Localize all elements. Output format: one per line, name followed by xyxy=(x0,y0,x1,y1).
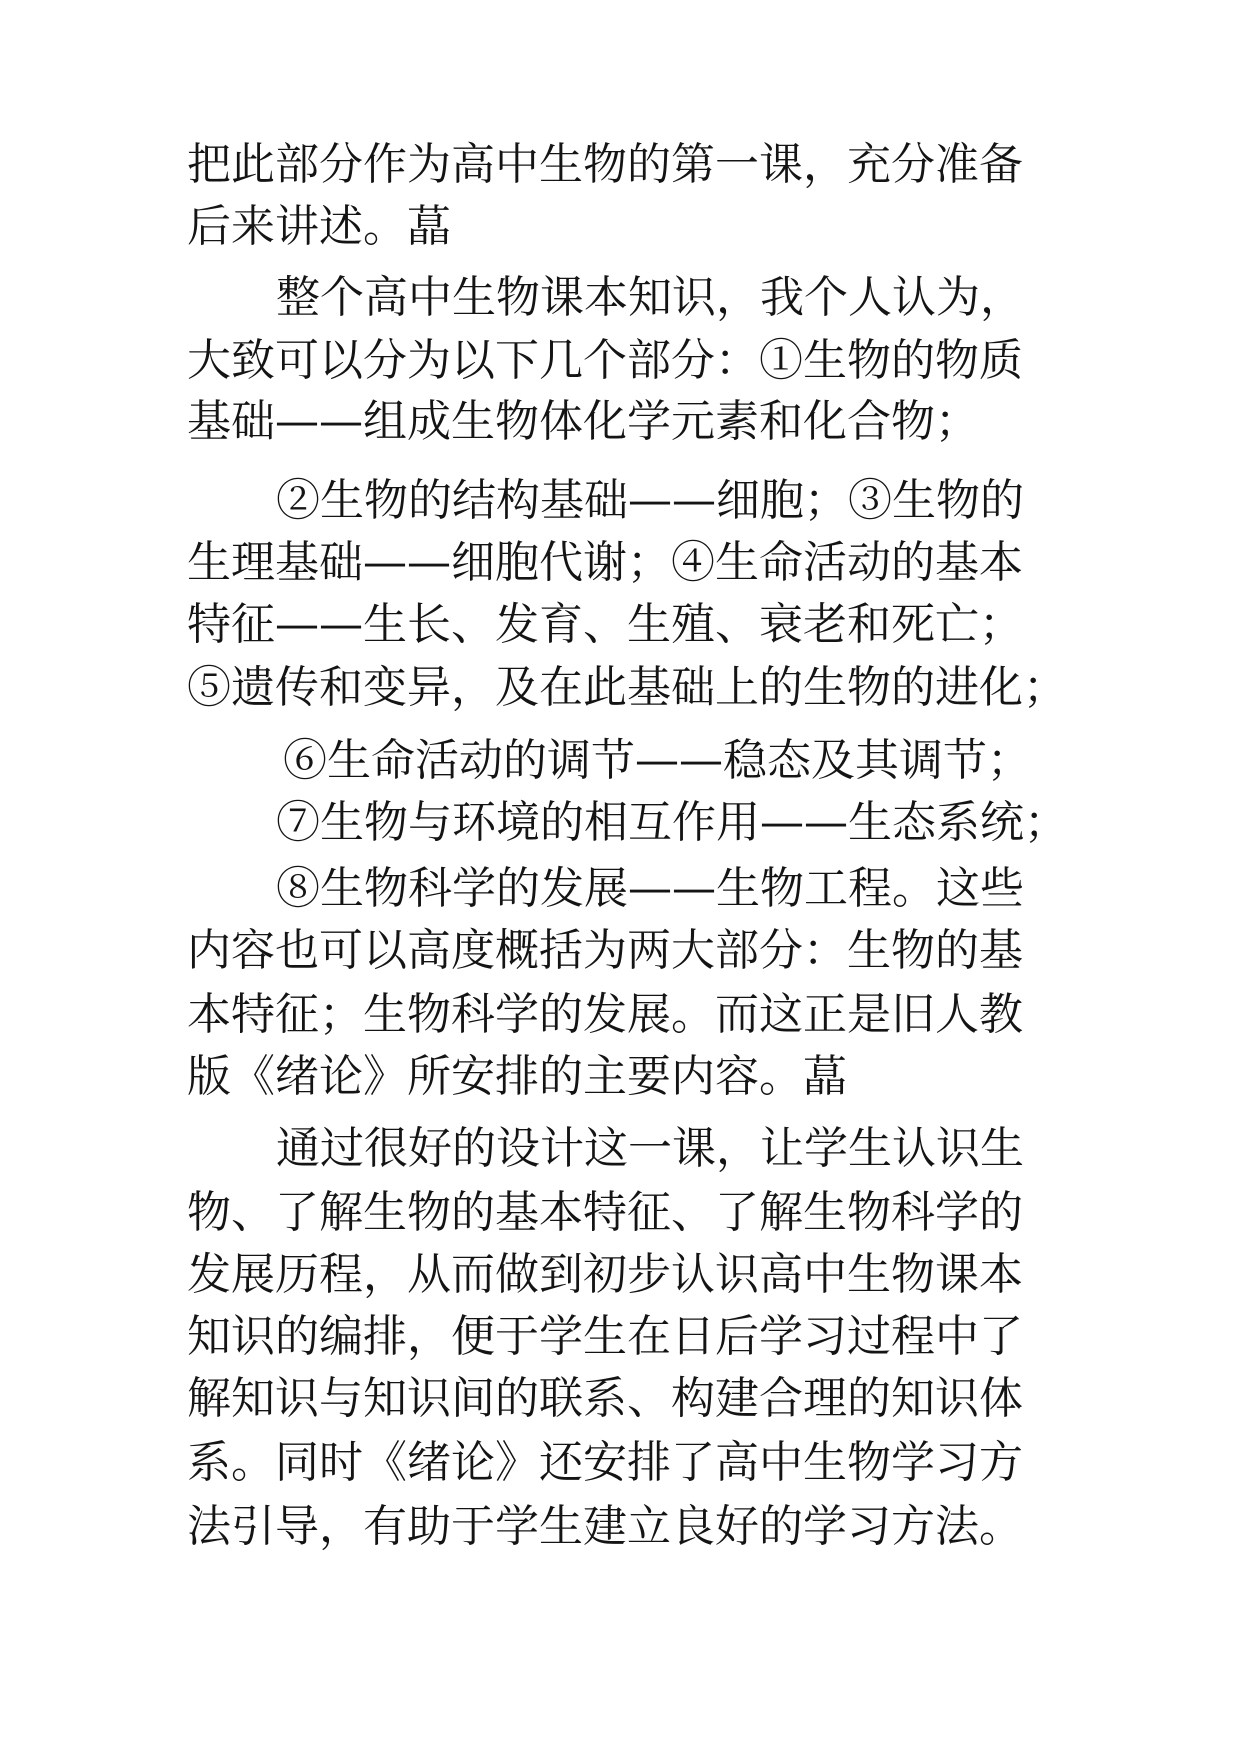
text-line-22: 法引导，有助于学生建立良好的学习方法。 xyxy=(187,1501,1023,1552)
text-line-5: 基础——组成生物体化学元素和化合物； xyxy=(187,396,979,447)
text-line-21: 系。同时《绪论》还安排了高中生物学习方 xyxy=(187,1437,1023,1488)
text-line-20: 解知识与知识间的联系、构建合理的知识体 xyxy=(187,1373,1023,1424)
text-line-11: ⑦生物与环境的相互作用——生态系统； xyxy=(276,797,1068,848)
text-line-16: 通过很好的设计这一课，让学生认识生 xyxy=(276,1123,1024,1174)
text-line-3: 整个高中生物课本知识，我个人认为， xyxy=(276,272,1024,323)
text-line-8: 特征——生长、发育、生殖、衰老和死亡； xyxy=(187,599,1023,650)
text-line-7: 生理基础——细胞代谢；④生命活动的基本 xyxy=(187,537,1023,588)
text-line-4: 大致可以分为以下几个部分：①生物的物质 xyxy=(187,335,1023,386)
text-line-6: ②生物的结构基础——细胞；③生物的 xyxy=(276,475,1024,526)
text-line-18: 发展历程，从而做到初步认识高中生物课本 xyxy=(187,1249,1023,1300)
text-line-1: 把此部分作为高中生物的第一课，充分准备 xyxy=(187,139,1023,190)
text-line-12: ⑧生物科学的发展——生物工程。这些 xyxy=(276,863,1024,914)
text-line-14: 本特征；生物科学的发展。而这正是旧人教 xyxy=(187,989,1023,1040)
text-line-2: 后来讲述。蕌 xyxy=(187,201,451,252)
text-line-17: 物、了解生物的基本特征、了解生物科学的 xyxy=(187,1187,1023,1238)
text-line-19: 知识的编排，便于学生在日后学习过程中了 xyxy=(187,1311,1023,1362)
text-line-15: 版《绪论》所安排的主要内容。蕌 xyxy=(187,1051,847,1102)
text-line-10: ⑥生命活动的调节——稳态及其调节； xyxy=(283,735,1031,786)
text-line-9: ⑤遗传和变异，及在此基础上的生物的进化； xyxy=(187,662,1067,713)
text-line-13: 内容也可以高度概括为两大部分：生物的基 xyxy=(187,925,1023,976)
